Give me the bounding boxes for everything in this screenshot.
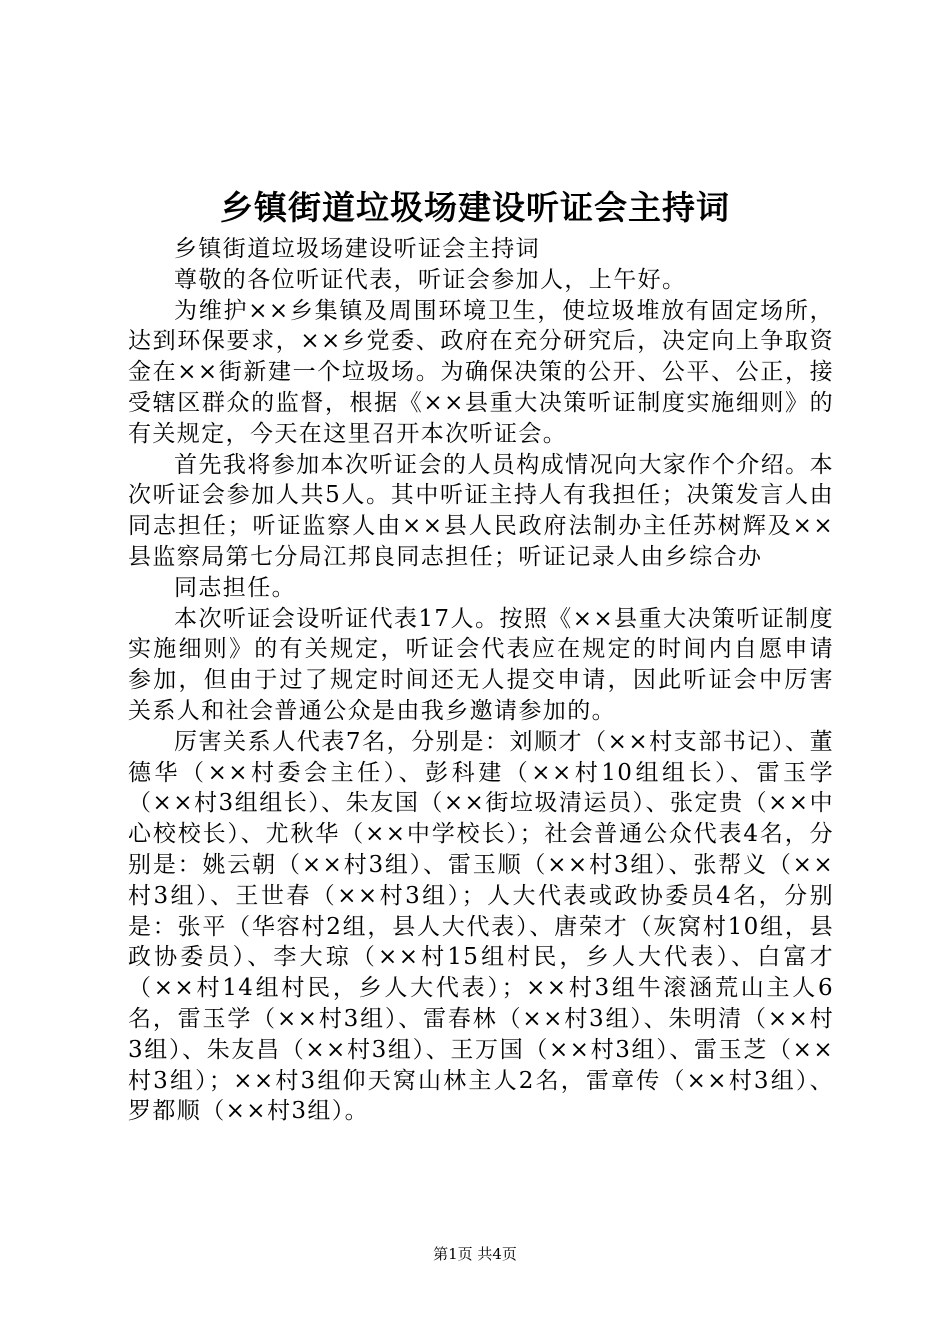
paragraph-heading-repeat: 乡镇街道垃圾场建设听证会主持词 <box>174 236 540 262</box>
page-number: 第1页 共4页 <box>433 1245 517 1263</box>
paragraph-greeting: 尊敬的各位听证代表，听证会参加人，上午好。 <box>174 266 687 293</box>
paragraph-representatives: 本次听证会设听证代表17人。按照《××县重大决策听证制度实施细则》的有关规定，听证会代表应在规定的时间内自愿申请参加，但由于过了规定时间还无人提交申请，因此听证会中厉害关系人和社会普通公众是由我乡邀请参加的。 <box>128 605 834 724</box>
document-body <box>128 234 834 1127</box>
paragraph-purpose: 为维护××乡集镇及周围环境卫生，使垃圾堆放有固定场所，达到环保要求，××乡党委、政府在充分研究后，决定向上争取资金在××街新建一个垃圾场。为确保决策的公开、公平、公正，接受辖区群众的监督，根据《××县重大决策听证制度实施细则》的有关规定，今天在这里召开本次听证会。 <box>128 297 834 447</box>
paragraph-recorder: 同志担任。 <box>174 574 296 601</box>
paragraph-participants: 首先我将参加本次听证会的人员构成情况向大家作个介绍。本次听证会参加人共5人。其中听证主持人有我担任；决策发言人由同志担任；听证监察人由××县人民政府法制办主任苏树辉及××县监察局第七分局江邦良同志担任；听证记录人由乡综合办 <box>128 451 834 570</box>
document-title: 乡镇街道垃圾场建设听证会主持词 <box>220 188 730 227</box>
paragraph-representative-list: 厉害关系人代表7名，分别是：刘顺才（××村支部书记）、董德华（××村委会主任）、彭科建（××村10组组长）、雷玉学（××村3组组长）、朱友国（××街垃圾清运员）、张定贵（××中心校校长）、尤秋华（××中学校长）；社会普通公众代表4名，分别是：姚云朝（××村3组）、雷玉顺（××村3组）、张帮义（××村3组）、王世春（××村3组）；人大代表或政协委员4名，分别是：张平（华容村2组，县人大代表）、唐荣才（灰窝村10组，县政协委员）、李大琼（××村15组村民，乡人大代表）、白富才（××村14组村民，乡人大代表）；××村3组牛滚涵荒山主人6名，雷玉学（××村3组）、雷春林（××村3组）、朱明清（××村3组）、朱友昌（××村3组）、王万国（××村3组）、雷玉芝（××村3组）；××村3组仰天窝山林主人2名，雷章传（××村3组）、罗都顺（××村3组）。 <box>128 728 834 1125</box>
